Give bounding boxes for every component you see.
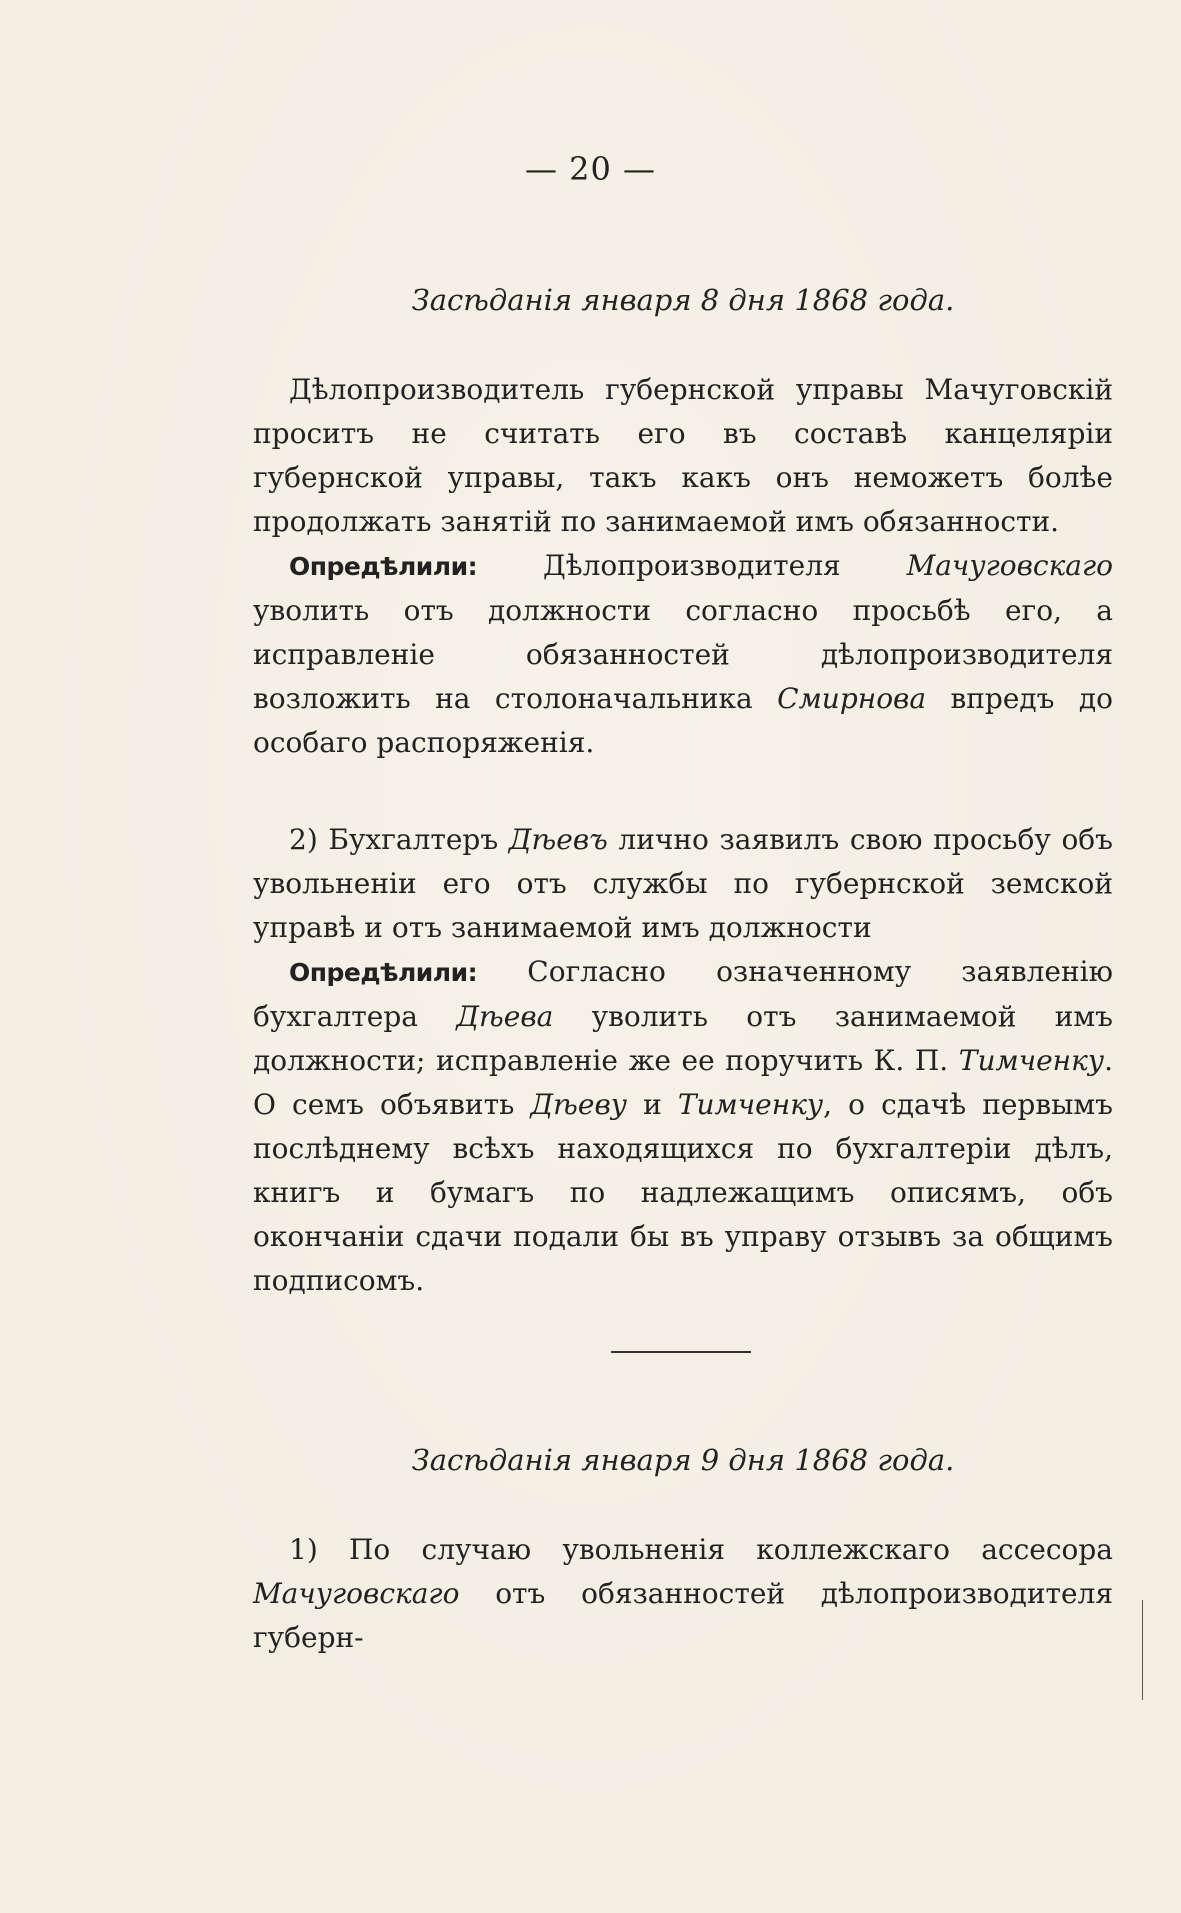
page-edge-mark: [1142, 1600, 1143, 1700]
paragraph-resolution-accountant: [253, 950, 1113, 1303]
person-name: Дѣеву: [530, 1088, 627, 1121]
paragraph-dismissal: [253, 1528, 1113, 1660]
text-run: уволить отъ должности согласно просьбѣ его, а исправленіе обязанностей дѣлопроизводителя возложить на столоначальника: [253, 594, 1113, 715]
person-name: Смирнова: [777, 682, 927, 715]
person-name: Мачуговскаго: [906, 549, 1113, 582]
resolution-label: Опредѣлили:: [289, 552, 478, 581]
person-name: Дѣевъ: [508, 823, 608, 856]
paragraph-accountant-request: [253, 818, 1113, 950]
session-heading-jan-8: Засѣданія января 8 дня 1868 года.: [411, 283, 955, 317]
text-run: Дѣлопроизводителя: [477, 549, 907, 582]
text-run: 1) По случаю увольненія коллежскаго ассесора: [289, 1533, 1113, 1566]
person-name: Мачуговскаго: [253, 1577, 460, 1610]
text-run: впредъ до особаго распоряженія.: [253, 682, 1114, 759]
person-name: Тимченку: [677, 1088, 824, 1121]
paragraph-resolution-secretary: [253, 544, 1113, 765]
text-run: отъ обязанностей дѣлопроизводителя губерн-: [253, 1577, 1113, 1654]
person-name: Тимченку: [958, 1044, 1105, 1077]
text-run: и: [627, 1088, 678, 1121]
section-divider: [611, 1351, 751, 1353]
text-run: лично заявилъ свою просьбу объ увольненіи его отъ службы по губернской земской управѣ и отъ занимаемой имъ должности: [253, 823, 1113, 944]
session-heading-jan-9: Засѣданія января 9 дня 1868 года.: [411, 1443, 955, 1477]
text-run: , о сдачѣ первымъ послѣднему всѣхъ находящихся по бухгалтеріи дѣлъ, книгъ и бумагъ по надлежащимъ описямъ, объ окончаніи сдачи подали бы въ управу отзывъ за общимъ подписомъ.: [253, 1088, 1113, 1297]
person-name: Дѣева: [456, 1000, 554, 1033]
text-run: . О семъ объявить: [253, 1044, 1113, 1121]
text-run: 2) Бухгалтеръ: [289, 823, 509, 856]
text-run: Согласно означенному заявленію бухгалтера: [253, 955, 1113, 1033]
text-run: уволить отъ занимаемой имъ должности; исправленіе же ее поручить К. П.: [253, 1000, 1113, 1077]
paragraph-secretary-request: Дѣлопроизводитель губернской управы Мачуговскій проситъ не считать его въ составѣ канцеляріи губернской управы, такъ какъ онъ неможетъ болѣе продолжать занятій по занимаемой имъ обязанности.: [253, 373, 1113, 538]
page-number: — 20 —: [524, 150, 657, 188]
resolution-label: Опредѣлили:: [289, 958, 478, 987]
